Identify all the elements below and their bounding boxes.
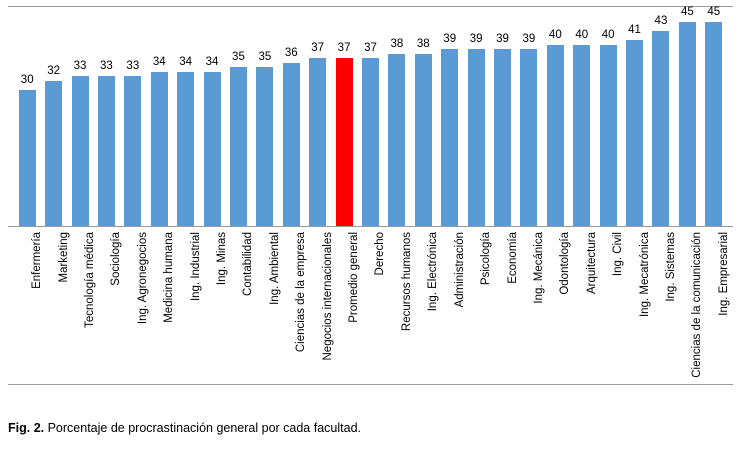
category-label-slot bbox=[701, 228, 730, 382]
bar bbox=[362, 58, 379, 226]
category-label-slot bbox=[331, 228, 361, 382]
category-label: Promedio general bbox=[348, 232, 361, 323]
category-label: Ing. Civil bbox=[612, 232, 625, 277]
category-label: Ing. Ambiental bbox=[268, 232, 281, 305]
category-label: Sociología bbox=[110, 232, 123, 286]
category-label-slot bbox=[674, 228, 704, 382]
category-label: Derecho bbox=[374, 232, 387, 276]
category-label-slot bbox=[410, 228, 440, 382]
category-label: Marketing bbox=[57, 232, 70, 283]
bar-column bbox=[674, 6, 700, 226]
category-label-slot bbox=[357, 228, 387, 382]
bar-column bbox=[701, 6, 727, 226]
category-label: Recursos humanos bbox=[400, 232, 413, 332]
bar-column bbox=[40, 6, 66, 226]
bar-column bbox=[463, 6, 489, 226]
bar-column bbox=[410, 6, 436, 226]
bar bbox=[705, 22, 722, 226]
bar bbox=[151, 72, 168, 226]
bar bbox=[204, 72, 221, 226]
bar-value-label: 38 bbox=[390, 37, 404, 50]
bar-column bbox=[437, 6, 463, 226]
category-label-slot bbox=[437, 228, 466, 382]
bar-column bbox=[542, 6, 568, 226]
bar bbox=[573, 45, 590, 226]
category-label-slot bbox=[278, 228, 308, 382]
category-label: Ing. Mecánica bbox=[532, 232, 545, 304]
bar bbox=[124, 76, 141, 226]
bar bbox=[177, 72, 194, 226]
category-label: Tecnología médica bbox=[84, 232, 97, 328]
bar-value-label: 38 bbox=[416, 37, 430, 50]
category-label: Ing. Empresarial bbox=[717, 232, 730, 316]
bar-column bbox=[595, 6, 621, 226]
category-label: Negocios internacionales bbox=[321, 232, 334, 361]
bar bbox=[98, 76, 115, 226]
figure-caption-text: Porcentaje de procrastinación general por cada facultad. bbox=[44, 421, 361, 435]
category-label: Contabilidad bbox=[242, 232, 255, 296]
category-label-slot bbox=[120, 228, 149, 382]
category-label-slot bbox=[67, 228, 97, 382]
bar-value-label: 43 bbox=[654, 15, 668, 28]
category-label-slot bbox=[595, 228, 625, 382]
category-label: Psicología bbox=[480, 232, 493, 286]
bar-value-label: 39 bbox=[522, 33, 536, 46]
category-label-slot bbox=[172, 228, 202, 382]
bar bbox=[494, 49, 511, 226]
category-label: Administración bbox=[453, 232, 466, 308]
bar-column bbox=[14, 6, 40, 226]
figure-number: Fig. 2. bbox=[8, 421, 45, 435]
bar-column bbox=[199, 6, 225, 226]
bar bbox=[468, 49, 485, 226]
category-label-slot bbox=[569, 228, 598, 382]
bar-column bbox=[384, 6, 410, 226]
bar-value-label: 33 bbox=[100, 60, 113, 73]
bar-value-label: 39 bbox=[443, 33, 457, 46]
category-label-slot bbox=[463, 228, 493, 382]
bar-column bbox=[146, 6, 172, 226]
bar-column bbox=[172, 6, 198, 226]
bar-column bbox=[516, 6, 542, 226]
bar-value-label: 45 bbox=[680, 6, 694, 18]
category-label-slot bbox=[14, 228, 44, 382]
bar-value-label: 35 bbox=[232, 51, 245, 64]
bar-value-label: 32 bbox=[47, 64, 60, 77]
category-label: Ing. Industrial bbox=[189, 232, 202, 302]
bar-value-label: 33 bbox=[126, 60, 140, 73]
bar-value-label: 40 bbox=[575, 28, 589, 41]
bar-column bbox=[331, 6, 357, 226]
bar bbox=[45, 81, 62, 226]
bar bbox=[679, 22, 696, 226]
category-label-slot bbox=[146, 228, 176, 382]
bar bbox=[388, 54, 405, 226]
category-label-slot bbox=[384, 228, 413, 382]
category-label-slot bbox=[542, 228, 572, 382]
bar-column bbox=[357, 6, 383, 226]
bar-column bbox=[569, 6, 595, 226]
bar bbox=[19, 90, 36, 226]
bar bbox=[626, 40, 643, 226]
bar-column bbox=[489, 6, 515, 226]
bar bbox=[309, 58, 326, 226]
bar-value-label: 45 bbox=[707, 6, 721, 18]
bar bbox=[652, 31, 669, 226]
bar-column bbox=[252, 6, 278, 226]
bar-column bbox=[120, 6, 146, 226]
figure-caption bbox=[8, 420, 728, 437]
category-label: Ing. Sistemas bbox=[664, 232, 677, 302]
bar bbox=[415, 54, 432, 226]
bar-value-label: 34 bbox=[205, 55, 219, 68]
bar-value-label: 39 bbox=[469, 33, 483, 46]
bar-highlight bbox=[336, 58, 353, 226]
bar bbox=[283, 63, 300, 226]
bar bbox=[547, 45, 564, 226]
category-label-slot bbox=[93, 228, 123, 382]
category-label: Ing. Electrónica bbox=[427, 232, 440, 312]
bar bbox=[256, 67, 273, 226]
bar bbox=[230, 67, 247, 226]
bar-value-label: 37 bbox=[311, 42, 325, 55]
bar-column bbox=[621, 6, 647, 226]
bar-chart bbox=[8, 6, 733, 226]
bar-value-label: 40 bbox=[548, 28, 562, 41]
bar-value-label: 37 bbox=[337, 42, 351, 55]
bar-column bbox=[225, 6, 251, 226]
category-label: Economía bbox=[506, 232, 519, 284]
category-label: Odontología bbox=[559, 232, 572, 295]
category-label-slot bbox=[489, 228, 519, 382]
bar-column bbox=[278, 6, 304, 226]
category-label: Ing. Agronegocios bbox=[136, 232, 149, 325]
category-label-slot bbox=[252, 228, 281, 382]
bar-column bbox=[93, 6, 119, 226]
bar-value-label: 34 bbox=[152, 55, 166, 68]
bar-column bbox=[648, 6, 674, 226]
category-label-slot bbox=[225, 228, 255, 382]
category-label: Ciencias de la empresa bbox=[295, 232, 308, 353]
category-label: Ciencias de la comunicación bbox=[691, 232, 704, 378]
bar-value-label: 30 bbox=[20, 74, 34, 86]
bar-value-label: 41 bbox=[628, 24, 641, 37]
category-labels bbox=[8, 228, 733, 382]
bar bbox=[441, 49, 458, 226]
category-label-slot bbox=[199, 228, 229, 382]
bar bbox=[600, 45, 617, 226]
bar-column bbox=[67, 6, 93, 226]
bar bbox=[520, 49, 537, 226]
category-label: Ing. Mecatrónica bbox=[638, 232, 651, 318]
category-label-slot bbox=[40, 228, 70, 382]
category-label-slot bbox=[621, 228, 651, 382]
bar-value-label: 36 bbox=[284, 46, 298, 59]
category-label: Enfermería bbox=[31, 232, 44, 289]
category-axis-line bbox=[8, 226, 733, 227]
category-label-slot bbox=[304, 228, 334, 382]
bar-value-label: 34 bbox=[179, 55, 193, 68]
bar-value-label: 39 bbox=[496, 33, 509, 46]
category-label: Arquitectura bbox=[585, 232, 598, 295]
bar-value-label: 33 bbox=[73, 60, 87, 73]
category-label: Ing. Minas bbox=[216, 232, 229, 286]
chart-bottom-border bbox=[8, 384, 733, 385]
category-label-slot bbox=[648, 228, 677, 382]
bar-column bbox=[304, 6, 330, 226]
bar-value-label: 37 bbox=[364, 42, 377, 55]
bar-value-label: 35 bbox=[258, 51, 272, 64]
bar bbox=[72, 76, 89, 226]
category-label-slot bbox=[516, 228, 545, 382]
bar-value-label: 40 bbox=[601, 28, 615, 41]
category-label: Medicina humana bbox=[163, 232, 176, 323]
